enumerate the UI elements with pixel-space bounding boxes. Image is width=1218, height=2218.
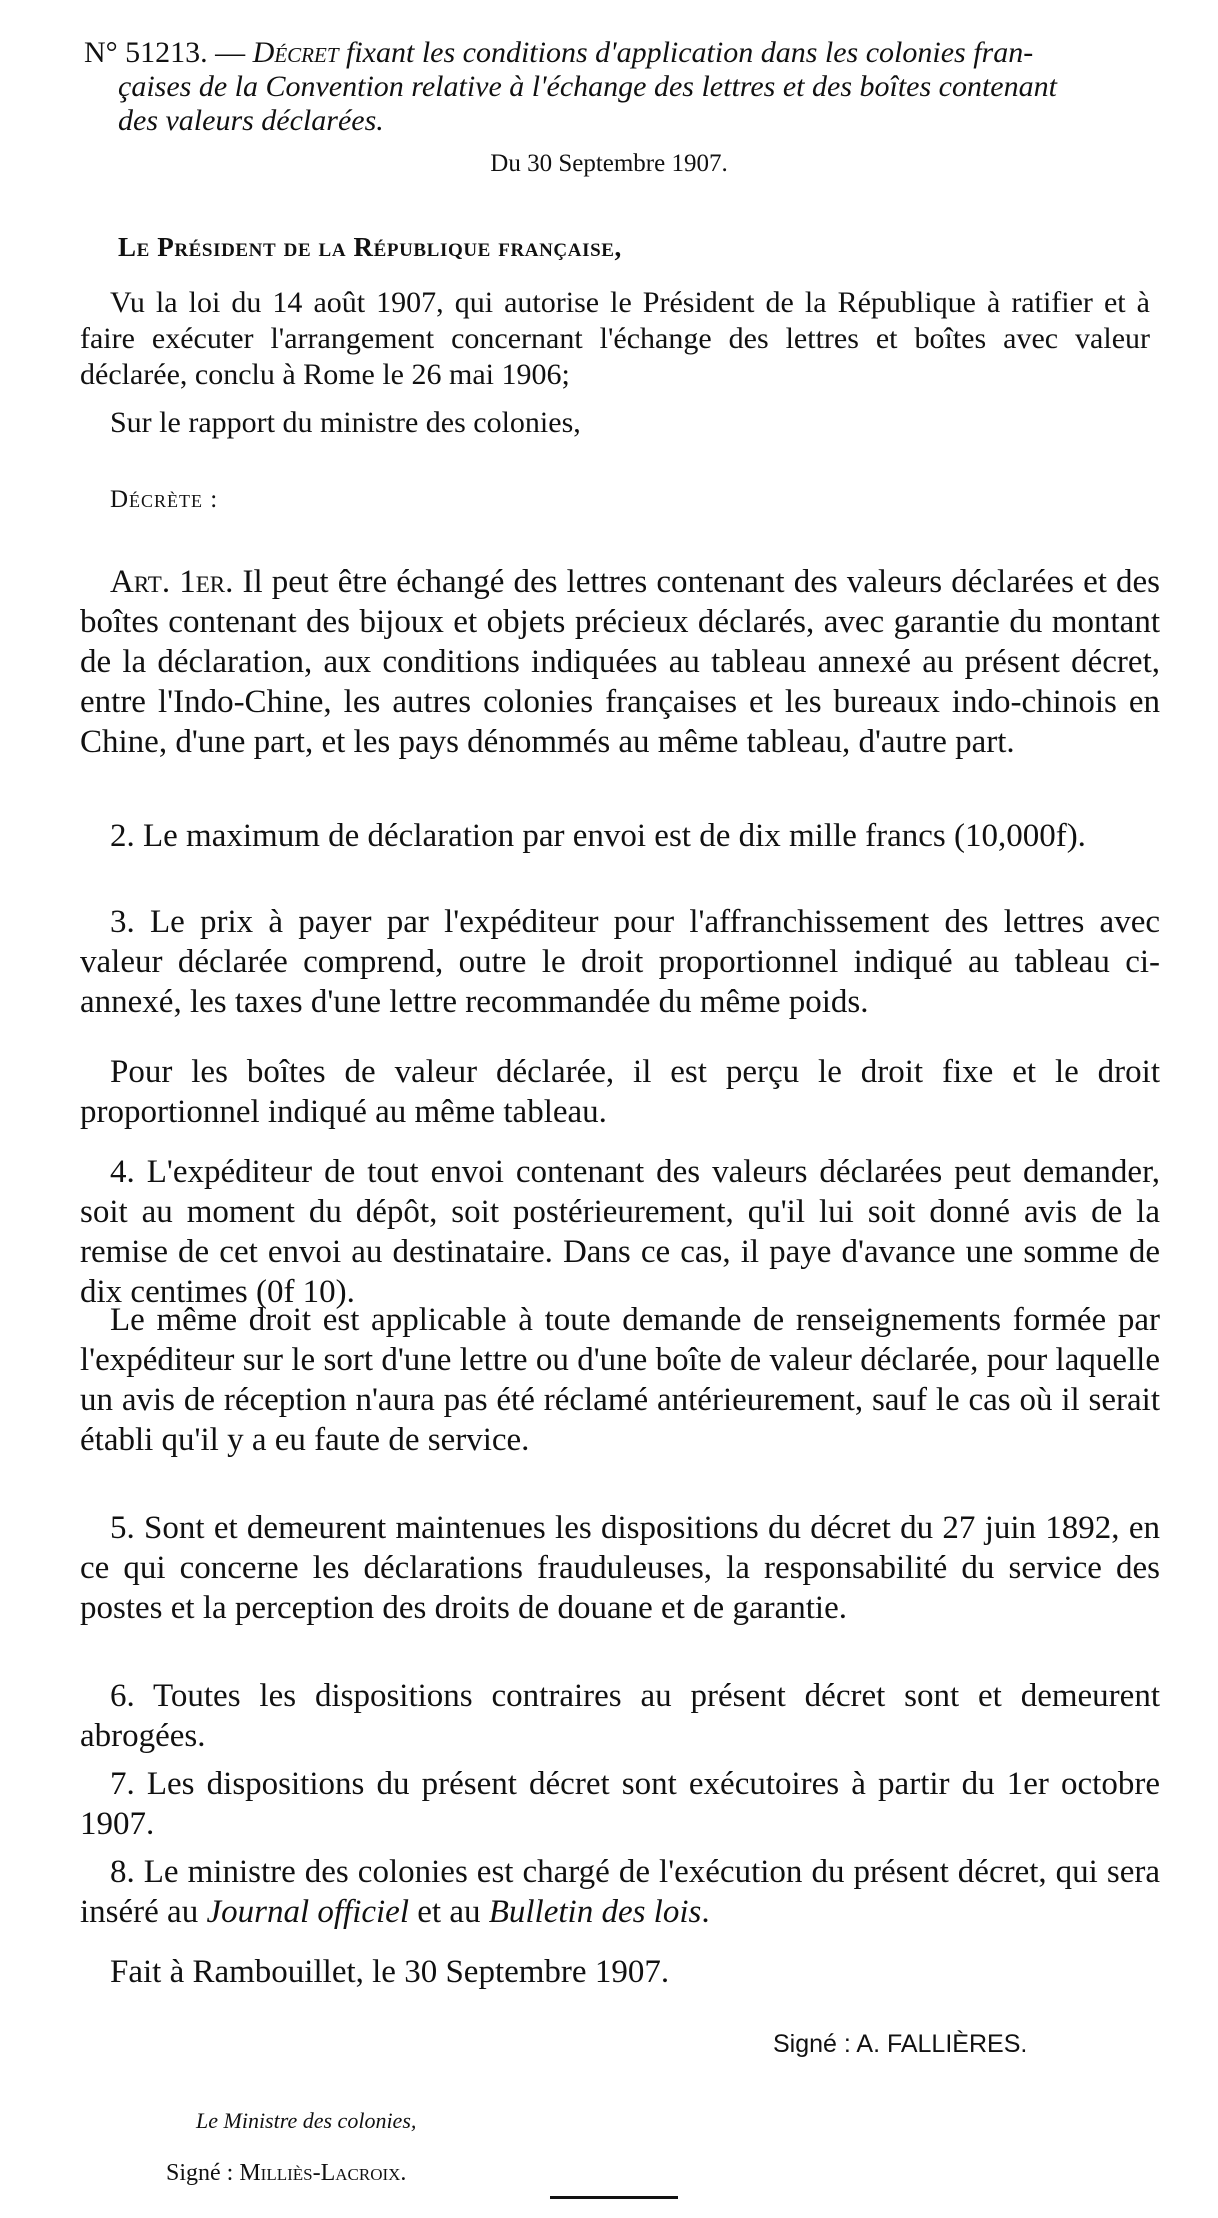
decree-date: Du 30 Septembre 1907. bbox=[490, 150, 728, 177]
minister-name: Milliès-Lacroix. bbox=[239, 2160, 407, 2186]
journal-officiel: Journal officiel bbox=[206, 1894, 409, 1930]
vu-paragraph: Vu la loi du 14 août 1907, qui autorise le Président de la République à ratifier et à faire exécuter l'arrangement concernant l'échange des lettres et boîtes avec valeur déclarée, conclu à Rome le 26 mai 1906; bbox=[80, 286, 1150, 391]
decree-word: Décret bbox=[252, 36, 339, 69]
article-3-paragraph-2: Pour les boîtes de valeur déclarée, il est perçu le droit fixe et le droit proportionnel indiqué au même tableau. bbox=[80, 1054, 1160, 1130]
president-heading: Le Président de la République française, bbox=[118, 232, 622, 262]
article-8-text-mid: et au bbox=[417, 1894, 481, 1930]
article-4-paragraph-1: 4. L'expéditeur de tout envoi contenant des valeurs déclarées peut demander, soit au moment du dépôt, soit postérieurement, qu'il lui soit donné avis de la remise de cet envoi au destinataire. Dans ce cas, il paye d'avance une somme de dix centimes (0f 10). bbox=[80, 1154, 1160, 1310]
decree-title-line-1: fixant les conditions d'application dans les colonies fran- bbox=[346, 36, 1034, 69]
minister-title: Le Ministre des colonies, bbox=[196, 2108, 417, 2133]
article-5: 5. Sont et demeurent maintenues les dispositions du décret du 27 juin 1892, en ce qui concerne les déclarations frauduleuses, la responsabilité du service des postes et la perception des droits de douane et de garantie. bbox=[80, 1510, 1160, 1626]
article-2: 2. Le maximum de déclaration par envoi est de dix mille francs (10,000f). bbox=[110, 818, 1086, 854]
article-1-label: Art. 1er. bbox=[110, 564, 234, 600]
article-4-paragraph-2: Le même droit est applicable à toute demande de renseignements formée par l'expéditeur sur le sort d'une lettre ou d'une boîte de valeur déclarée, pour laquelle un avis de réception n'aura pas été réclamé antérieurement, sauf le cas où il serait établi qu'il y a eu faute de service. bbox=[80, 1302, 1160, 1458]
rapport-paragraph: Sur le rapport du ministre des colonies, bbox=[110, 406, 581, 439]
article-3-paragraph-1: 3. Le prix à payer par l'expéditeur pour l'affranchissement des lettres avec valeur déclarée comprend, outre le droit proportionnel indiqué au tableau ci-annexé, les taxes d'une lettre recommandée du même poids. bbox=[80, 904, 1160, 1020]
president-signature: Signé : A. FALLIÈRES. bbox=[773, 2030, 1028, 2058]
article-1 bbox=[80, 562, 1160, 762]
minister-signature bbox=[166, 2160, 406, 2187]
decrete-heading: Décrète : bbox=[110, 486, 219, 513]
decree-title-line-2: çaises de la Convention relative à l'échange des lettres et des boîtes contenant bbox=[118, 70, 1057, 103]
decree-number: N° 51213. — bbox=[84, 36, 246, 69]
article-8-text-start: 8. Le ministre des colonies est chargé de l'exécution du présent décret, qui sera inséré au bbox=[80, 1854, 1160, 1930]
article-8-text-end: . bbox=[701, 1894, 710, 1930]
fait-a-rambouillet: Fait à Rambouillet, le 30 Septembre 1907. bbox=[110, 1954, 670, 1990]
article-7: 7. Les dispositions du présent décret sont exécutoires à partir du 1er octobre 1907. bbox=[80, 1766, 1160, 1842]
article-6: 6. Toutes les dispositions contraires au présent décret sont et demeurent abrogées. bbox=[80, 1678, 1160, 1754]
bulletin-des-lois: Bulletin des lois bbox=[488, 1894, 702, 1930]
article-8 bbox=[80, 1852, 1160, 1932]
end-rule-divider bbox=[550, 2196, 678, 2199]
article-1-text: Il peut être échangé des lettres contenant des valeurs déclarées et des boîtes contenant des bijoux et objets précieux déclarés, avec garantie du montant de la déclaration, aux conditions indiquées au tableau annexé au présent décret, entre l'Indo-Chine, les autres colonies françaises et les bureaux indo-chinois en Chine, d'une part, et les pays dénommés au même tableau, d'autre part. bbox=[80, 564, 1161, 760]
decree-title-line-3: des valeurs déclarées. bbox=[118, 104, 384, 137]
decree-header bbox=[84, 36, 1164, 138]
minister-signature-label: Signé : bbox=[166, 2160, 234, 2186]
